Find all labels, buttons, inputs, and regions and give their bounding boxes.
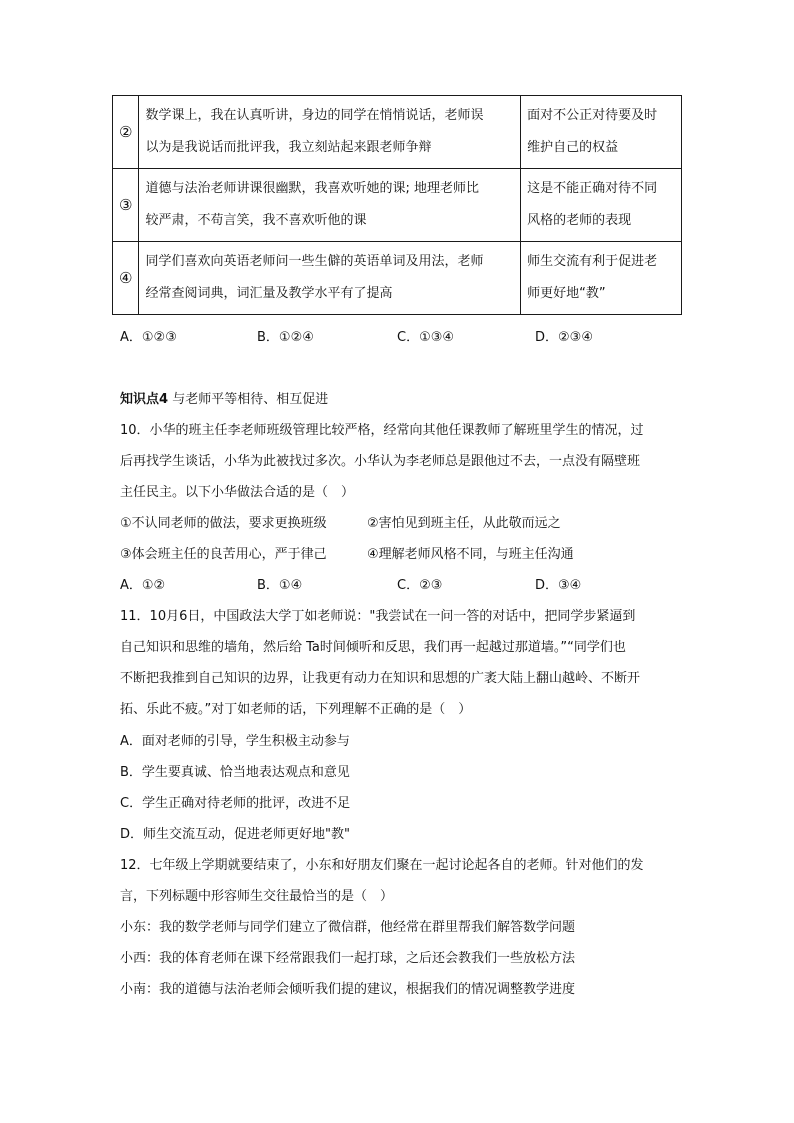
q10-item: ③体会班主任的良苦用心，严于律己 <box>120 547 327 562</box>
q11-option-c[interactable]: C．学生正确对待老师的批评，改进不足 <box>120 796 351 811</box>
q10-text-line: 10．小华的班主任李老师班级管理比较严格，经常向其他任课教师了解班里学生的情况，过 <box>120 423 644 438</box>
description-line: 数学课上，我在认真听讲，身边的同学在悄悄说话，老师误 <box>145 108 484 123</box>
table-row <box>113 169 682 242</box>
q11-option-d[interactable]: D．师生交流互动，促进老师更好地"教" <box>120 827 350 842</box>
evaluation-table <box>112 95 682 315</box>
evaluation-line: 师生交流有利于促进老 <box>527 254 658 269</box>
option-a[interactable]: A．①②③ <box>120 330 177 345</box>
q11-text-line: 11．10月6日，中国政法大学丁如老师说："我尝试在一问一答的对话中，把同学步紧逼到 <box>120 609 636 624</box>
evaluation-line: 维护自己的权益 <box>527 140 619 155</box>
q12-speaker-line: 小西：我的体育老师在课下经常跟我们一起打球，之后还会教我们一些放松方法 <box>120 951 576 966</box>
q11-option-a[interactable]: A．面对老师的引导，学生积极主动参与 <box>120 734 350 749</box>
row-number: ② <box>113 96 139 169</box>
description-line: 以为是我说话而批评我，我立刻站起来跟老师争辩 <box>145 140 432 155</box>
row-number: ③ <box>113 169 139 242</box>
description-line: 同学们喜欢向英语老师问一些生僻的英语单词及用法，老师 <box>145 254 484 269</box>
row-evaluation <box>521 96 682 169</box>
row-evaluation <box>521 169 682 242</box>
q12-speaker-line: 小南：我的道德与法治老师会倾听我们提的建议，根据我们的情况调整教学进度 <box>120 982 576 997</box>
section-label: 知识点4 <box>120 392 169 407</box>
option-d[interactable]: D．③④ <box>535 578 582 593</box>
evaluation-line: 师更好地“教” <box>527 286 606 301</box>
option-c[interactable]: C．①③④ <box>397 330 455 345</box>
q11-text-line: 自己知识和思维的墙角，然后给 Ta时间倾听和反思，我们再一起越过那道墙。”“同学们也 <box>120 640 626 655</box>
q12-speaker-line: 小东：我的数学老师与同学们建立了微信群，他经常在群里帮我们解答数学问题 <box>120 920 576 935</box>
description-line: 道德与法治老师讲课很幽默，我喜欢听她的课; 地理老师比 <box>145 181 479 196</box>
section-heading <box>120 388 328 407</box>
q10-item: ④理解老师风格不同，与班主任沟通 <box>367 547 574 562</box>
row-description <box>139 96 521 169</box>
option-c[interactable]: C．②③ <box>397 578 443 593</box>
description-line: 经常查阅词典，词汇量及教学水平有了提高 <box>145 286 393 301</box>
row-evaluation <box>521 242 682 315</box>
q10-item: ②害怕见到班主任，从此敬而远之 <box>367 516 561 531</box>
option-b[interactable]: B．①②④ <box>257 330 314 345</box>
q11-text-line: 拓、乐此不疲。”对丁如老师的话，下列理解不正确的是（ ） <box>120 702 472 717</box>
q12-text-line: 言，下列标题中形容师生交往最恰当的是（ ） <box>120 889 394 904</box>
table-row <box>113 96 682 169</box>
q10-text-line: 主任民主。以下小华做法合适的是（ ） <box>120 485 355 500</box>
table-row <box>113 242 682 315</box>
q11-option-b[interactable]: B．学生要真诚、恰当地表达观点和意见 <box>120 765 350 780</box>
option-d[interactable]: D．②③④ <box>535 330 593 345</box>
q11-text-line: 不断把我推到自己知识的边界，让我更有动力在知识和思想的广袤大陆上翻山越岭、不断开 <box>120 671 641 686</box>
option-b[interactable]: B．①④ <box>257 578 303 593</box>
evaluation-line: 这是不能正确对待不同 <box>527 181 658 196</box>
q10-item: ①不认同老师的做法，要求更换班级 <box>120 516 327 531</box>
row-description <box>139 169 521 242</box>
evaluation-line: 面对不公正对待要及时 <box>527 108 658 123</box>
row-number: ④ <box>113 242 139 315</box>
q10-text-line: 后再找学生谈话，小华为此被找过多次。小华认为李老师总是跟他过不去，一点没有隔壁班 <box>120 454 641 469</box>
option-a[interactable]: A．①② <box>120 578 166 593</box>
q12-text-line: 12．七年级上学期就要结束了，小东和好朋友们聚在一起讨论起各自的老师。针对他们的发 <box>120 858 644 873</box>
row-description <box>139 242 521 315</box>
section-title: 与老师平等相待、相互促进 <box>172 392 329 407</box>
description-line: 较严肃，不苟言笑，我不喜欢听他的课 <box>145 213 367 228</box>
evaluation-line: 风格的老师的表现 <box>527 213 632 228</box>
